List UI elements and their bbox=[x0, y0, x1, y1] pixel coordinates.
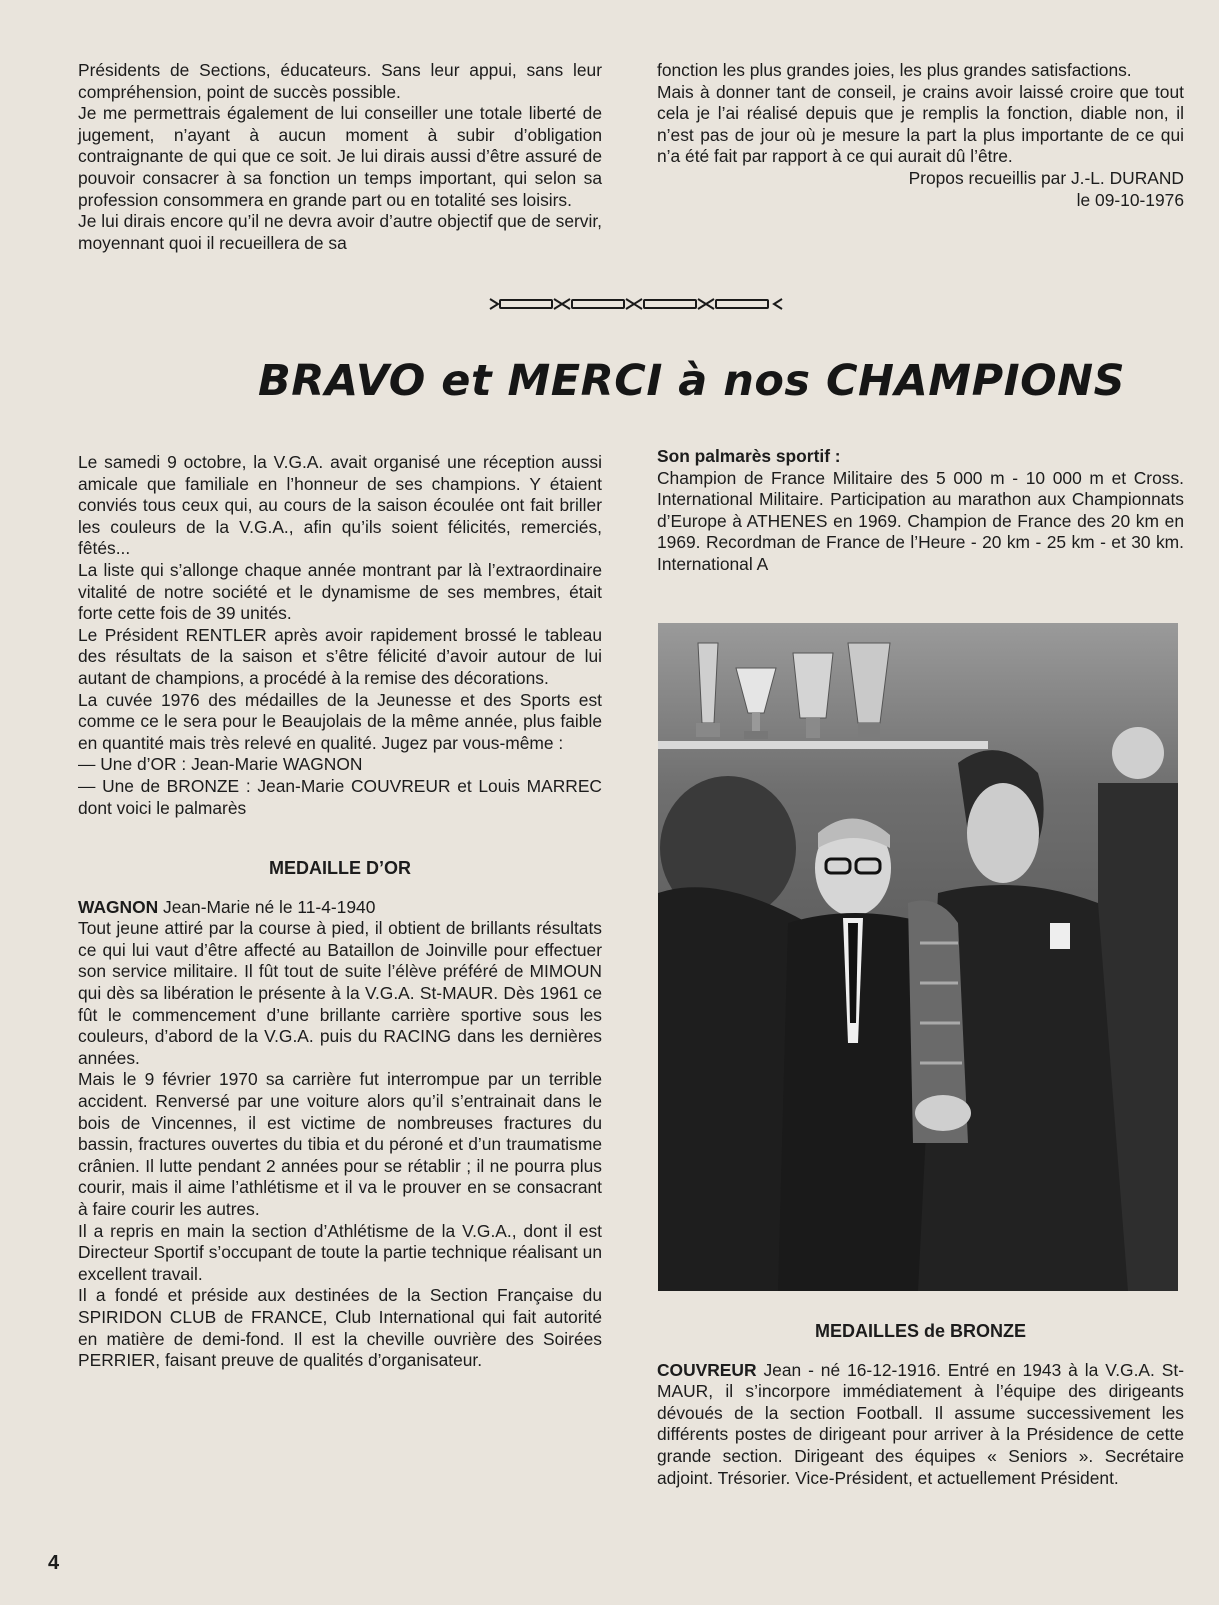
right-bottom-column bbox=[657, 1321, 1184, 1489]
article-title: BRAVO et MERCI à nos CHAMPIONS bbox=[258, 356, 1126, 406]
right-top-column bbox=[657, 60, 1184, 211]
wagnon-name: WAGNON bbox=[78, 896, 159, 917]
list-item: — Une de BRONZE : Jean-Marie COUVREUR et Louis MARREC dont voici le palmarès bbox=[78, 775, 602, 818]
paragraph: Mais à donner tant de conseil, je crains avoir laissé croire que tout cela je l’ai réalisé depuis que je remplis la fonction, diable non, il n’est pas de jour où je mesure la part la plus importante de ce qui n’a été fait par rapport à ce qui aurait dû l’être. bbox=[657, 81, 1184, 167]
ornament-divider bbox=[488, 295, 784, 313]
paragraph: La liste qui s’allonge chaque année montrant par là l’extraordinaire vitalité de notre société et le dynamisme de ses membres, était forte cette fois de 39 unités. bbox=[78, 559, 602, 624]
paragraph: Mais le 9 février 1970 sa carrière fut interrompue par un terrible accident. Renversé par une voiture alors qu’il s’entrainait dans le bois de Vincennes, il est victime de nombreuses fractures du bassin, fractures ouvertes du tibia et du péroné et d’un traumatisme crânien. Il lutte pendant 2 années pour se rétablir ; il ne pourra plus courir, mais il aime l’athlétisme et il va le prouver en se consacrant à faire courir les autres. bbox=[78, 1069, 602, 1219]
couvreur-text: Jean - né 16-12-1916. Entré en 1943 à la V.G.A. St-MAUR, il s’incorpore immédiatement à l’équipe des dirigeants dévoués de la section Football. Il assume successivement les différents postes de dirigeant pour arriver à la Présidence de cette grande section. Dirigeant des équipes « Seniors ». Secrétaire adjoint. Trésorier. Vice-Président, et actuellement Président. bbox=[657, 1359, 1184, 1488]
paragraph: Le Président RENTLER après avoir rapidement brossé le tableau des résultats de la saison et s’être félicité d’avoir autour de lui autant de champions, a procédé à la remise des décorations. bbox=[78, 624, 602, 688]
paragraph: La cuvée 1976 des médailles de la Jeunesse et des Sports est comme ce le sera pour le Beaujolais de la même année, plus faible en quantité mais très relevé en qualité. Jugez par vous-même : bbox=[78, 689, 602, 753]
couvreur-name: COUVREUR bbox=[657, 1359, 757, 1380]
left-top-column bbox=[78, 60, 602, 254]
paragraph: Je me permettrais également de lui conseiller une totale liberté de jugement, n’ayant à aucun moment à subir d’obligation contraignante de qui que ce soit. Je lui dirais aussi d’être assuré de pouvoir consacrer à sa fonction un temps important, qui selon sa profession consommera en grande part ou en totalité ses loisirs. bbox=[78, 103, 602, 210]
signature-line: Propos recueillis par J.-L. DURAND bbox=[908, 167, 1184, 188]
paragraph: Tout jeune attiré par la course à pied, il obtient de brillants résultats ce qui lui vaut d’être affecté au Bataillon de Joinville pour effectuer son service militaire. Il fût tout de suite l’élève préféré de MIMOUN qui dès sa libération le présente à la V.G.A. St-MAUR. Dès 1961 ce fût le commencement d’une brillante carrière sportive sous les couleurs, d’abord de la V.G.A. puis du RACING dans les dernières années. bbox=[78, 918, 602, 1068]
photo-illustration bbox=[658, 623, 1178, 1291]
couvreur-paragraph bbox=[657, 1360, 1184, 1490]
paragraph: Il a repris en main la section d’Athlétisme de la V.G.A., dont il est Directeur Sportif s’occupant de toute la partie technique réalisant un excellent travail. bbox=[78, 1220, 602, 1284]
page-number: 4 bbox=[48, 1552, 60, 1574]
wagnon-intro bbox=[78, 897, 602, 919]
paragraph: Le samedi 9 octobre, la V.G.A. avait organisé une réception aussi amicale que familiale en l’honneur de ses champions. Y étaient conviés tous ceux qui, au cours de la saison écoulée ont fait briller les couleurs de la V.G.A., afin qu’ils soient félicités, remerciés, fêtés... bbox=[78, 452, 602, 559]
photo-caption: MEDAILLES de BRONZE bbox=[814, 1321, 1026, 1341]
right-main-column bbox=[657, 446, 1184, 576]
palmares-heading: Son palmarès sportif : bbox=[657, 446, 841, 466]
left-main-column bbox=[78, 452, 602, 1372]
paragraph: Je lui dirais encore qu’il ne devra avoir d’autre objectif que de servir, moyennant quoi il recueillera de sa bbox=[78, 211, 602, 253]
paragraph: fonction les plus grandes joies, les plus grandes satisfactions. bbox=[657, 60, 1132, 80]
paragraph: Présidents de Sections, éducateurs. Sans leur appui, sans leur compréhension, point de succès possible. bbox=[78, 60, 602, 102]
wagnon-birth: Jean-Marie né le 11-4-1940 bbox=[158, 896, 376, 917]
palmares-text: Champion de France Militaire des 5 000 m - 10 000 m et Cross. International Militaire. Participation au marathon aux Championnats d’Europe à ATHENES en 1969. Champion de France des 20 km en 1969. Recordman de France de l’Heure - 20 km - 25 km - et 30 km. International A bbox=[657, 467, 1184, 574]
signature-date: le 09-10-1976 bbox=[1076, 189, 1184, 210]
list-item: — Une d’OR : Jean-Marie WAGNON bbox=[78, 754, 363, 775]
ceremony-photo bbox=[658, 623, 1178, 1291]
paragraph: Il a fondé et préside aux destinées de la Section Française du SPIRIDON CLUB de FRANCE, Club International qui fait autorité en matière de demi-fond. Il est la cheville ouvrière des Soirées PERRIER, faisant preuve de qualités d’organisateur. bbox=[78, 1285, 602, 1371]
section-heading-gold: MEDAILLE D’OR bbox=[269, 858, 411, 879]
